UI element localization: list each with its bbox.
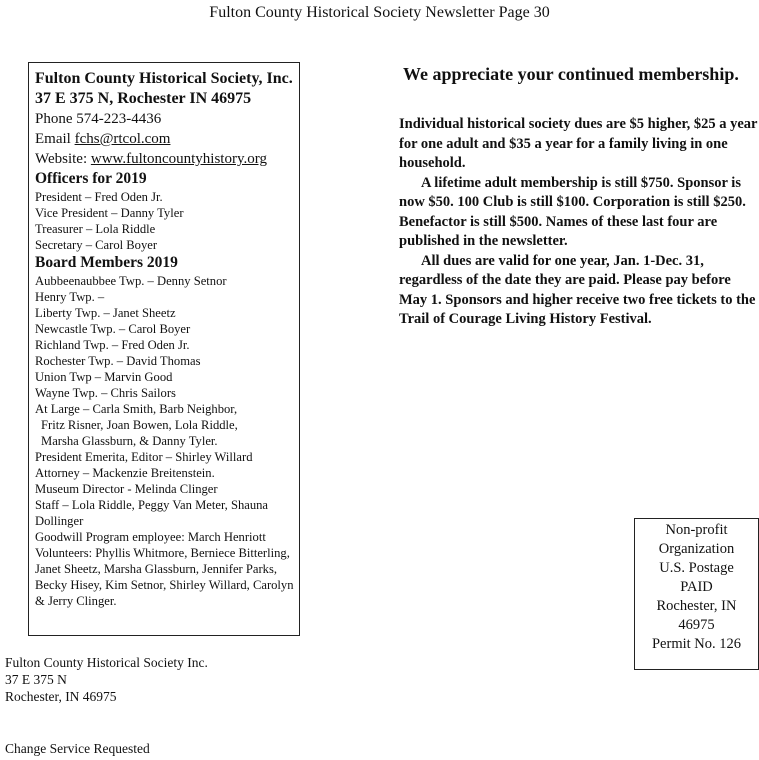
board-list — [35, 273, 299, 609]
officer-item: President – Fred Oden Jr. — [35, 190, 163, 204]
officers-title: Officers for 2019 — [35, 170, 147, 187]
membership-section — [399, 64, 759, 330]
officers-list — [35, 189, 299, 253]
return-address-line: Fulton County Historical Society Inc. — [5, 655, 208, 670]
website-link[interactable]: www.fultoncountyhistory.org — [90, 151, 267, 167]
board-item: Marsha Glassburn, & Danny Tyler. — [41, 434, 218, 448]
return-address-line: 37 E 375 N — [5, 672, 67, 687]
permit-line: Non-profit — [665, 522, 728, 538]
board-item: Union Twp – Marvin Good — [35, 370, 173, 384]
officer-item: Secretary – Carol Boyer — [35, 238, 158, 252]
board-item: President Emerita, Editor – Shirley Willard — [35, 450, 253, 464]
dues-paragraph: All dues are valid for one year, Jan. 1-Dec. 31, regardless of the date they are paid. Please pay before May 1. Sponsors and higher receive two free tickets to the Trail of Courage Living History Festival. — [399, 252, 756, 327]
page-header: Fulton County Historical Society Newsletter Page 30 — [209, 4, 550, 21]
org-phone: Phone 574-223-4436 — [35, 111, 162, 127]
board-item: Wayne Twp. – Chris Sailors — [35, 386, 176, 400]
permit-line: Permit No. 126 — [651, 636, 741, 652]
board-item: Richland Twp. – Fred Oden Jr. — [35, 338, 190, 352]
board-item: At Large – Carla Smith, Barb Neighbor, — [35, 402, 238, 416]
board-item: Rochester Twp. – David Thomas — [35, 354, 201, 368]
email-label: Email — [35, 131, 75, 147]
board-item: Attorney – Mackenzie Breitenstein. — [35, 466, 215, 480]
postage-permit-box — [634, 518, 759, 670]
org-website-line — [35, 149, 299, 169]
board-item: Liberty Twp. – Janet Sheetz — [35, 306, 176, 320]
board-item: Volunteers: Phyllis Whitmore, Berniece Bitterling, Janet Sheetz, Marsha Glassburn, Jennifer Parks, Becky Hisey, Kim Setnor, Shirley Willard, Carolyn & Jerry Clinger. — [35, 546, 294, 608]
org-address: 37 E 375 N, Rochester IN 46975 — [35, 90, 252, 107]
permit-line: Rochester, IN — [656, 598, 737, 614]
officer-item: Treasurer – Lola Riddle — [35, 222, 156, 236]
permit-line: Organization — [658, 541, 735, 557]
board-item: Newcastle Twp. – Carol Boyer — [35, 322, 191, 336]
board-item: Goodwill Program employee: March Henriott — [35, 530, 266, 544]
org-email-line — [35, 129, 299, 149]
email-link[interactable]: fchs@rtcol.com — [74, 131, 171, 147]
board-item: Staff – Lola Riddle, Peggy Van Meter, Shauna Dollinger — [35, 498, 269, 528]
dues-paragraph: A lifetime adult membership is still $750. Sponsor is now $50. 100 Club is still $100. Corporation is still $250. Benefactor is still $500. Names of these last four are published in the newsletter. — [399, 174, 746, 249]
dues-paragraph: Individual historical society dues are $5 higher, $25 a year for one adult and $35 a year for a family living in one household. — [399, 116, 758, 171]
permit-line: U.S. Postage — [659, 560, 734, 576]
officer-item: Vice President – Danny Tyler — [35, 206, 184, 220]
permit-line: PAID — [680, 579, 713, 595]
website-label: Website: — [35, 151, 91, 167]
board-item: Fritz Risner, Joan Bowen, Lola Riddle, — [41, 418, 238, 432]
membership-heading: We appreciate your continued membership. — [403, 64, 739, 84]
board-item: Museum Director - Melinda Clinger — [35, 482, 218, 496]
dues-text — [399, 115, 759, 330]
return-address-line: Rochester, IN 46975 — [5, 689, 117, 704]
permit-line: 46975 — [678, 617, 715, 633]
org-name: Fulton County Historical Society, Inc. — [35, 70, 293, 87]
return-address — [5, 654, 208, 705]
board-item: Aubbeenaubbee Twp. – Denny Setnor — [35, 274, 227, 288]
change-service-requested: Change Service Requested — [5, 741, 150, 756]
board-item: Henry Twp. – — [35, 290, 105, 304]
society-info-box — [28, 62, 300, 636]
board-title: Board Members 2019 — [35, 254, 178, 271]
